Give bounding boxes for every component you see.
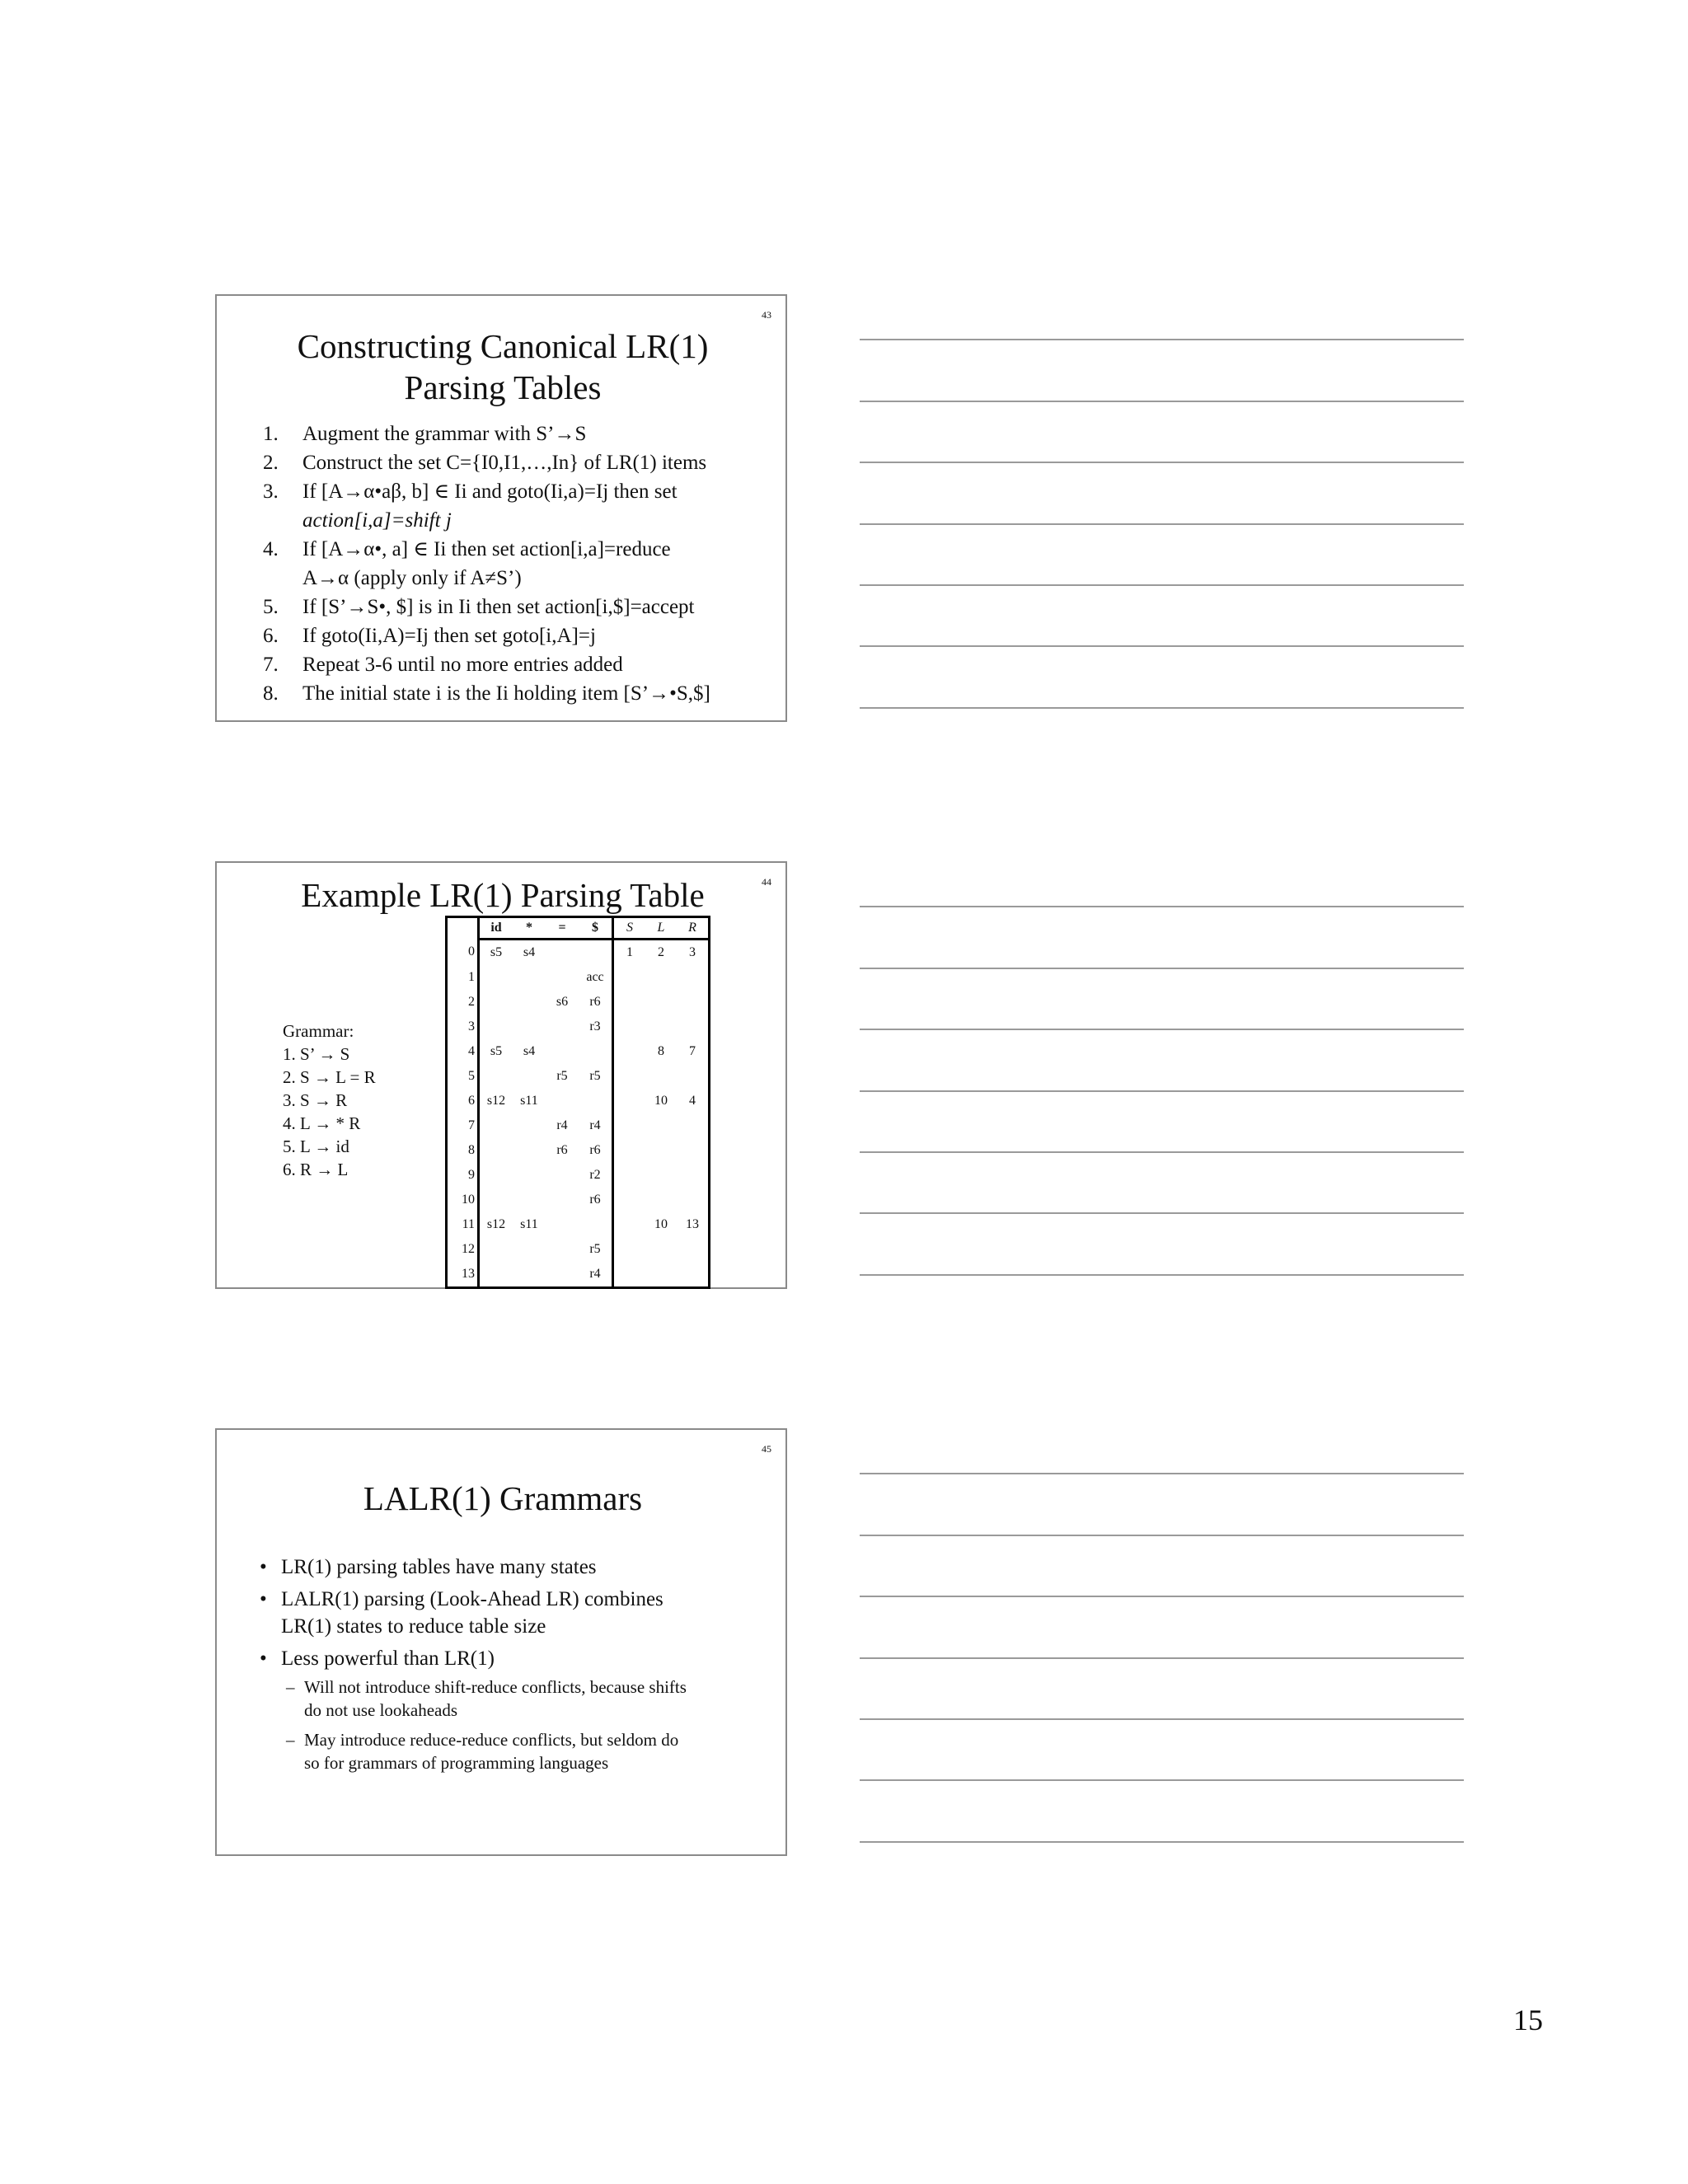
slide-number: 43 (762, 309, 771, 321)
note-line (860, 1151, 1464, 1153)
action-cell (479, 1237, 513, 1262)
table-body (447, 940, 710, 1288)
state-header (447, 917, 479, 940)
action-cell (546, 940, 579, 966)
state-cell: 4 (447, 1039, 479, 1064)
table-row (447, 940, 710, 966)
column-header: S (613, 917, 646, 940)
goto-cell: 4 (677, 1089, 710, 1113)
table-header-row (447, 917, 710, 940)
state-cell: 10 (447, 1188, 479, 1212)
action-cell: r6 (579, 1188, 613, 1212)
column-header: L (645, 917, 677, 940)
goto-cell: 3 (677, 940, 710, 966)
action-cell (479, 1064, 513, 1089)
action-cell (546, 1039, 579, 1064)
goto-cell (677, 1138, 710, 1163)
bullet-list (260, 1554, 762, 1781)
goto-cell (613, 1138, 646, 1163)
note-line (860, 339, 1464, 340)
action-cell: s11 (520, 1217, 538, 1231)
goto-cell (677, 1113, 710, 1138)
table-row (447, 1138, 710, 1163)
goto-cell (613, 1064, 646, 1089)
action-cell (479, 1188, 513, 1212)
list-item: • Less powerful than LR(1) – Will not introduce shift-reduce conflicts, because shifts do not use lookaheads – May introduce reduce-reduce conflicts, but seldom do so for grammars of programming languages (260, 1645, 762, 1774)
action-cell: r6 (579, 990, 613, 1015)
action-cell (513, 1113, 546, 1138)
list-item: 7. Repeat 3-6 until no more entries added (263, 654, 623, 676)
state-cell: 11 (447, 1212, 479, 1237)
steps-list (263, 419, 774, 708)
grammar-rule: 6. R → L (283, 1160, 349, 1179)
goto-cell (677, 1237, 710, 1262)
goto-cell (613, 1015, 646, 1039)
action-cell: r2 (579, 1163, 613, 1188)
goto-cell: 8 (658, 1044, 664, 1058)
note-line (860, 707, 1464, 709)
list-item: 8. The initial state i is the Ii holding item [S’→•S,$] (263, 682, 710, 705)
action-cell (579, 1089, 613, 1113)
goto-cell (613, 1188, 646, 1212)
note-line (860, 968, 1464, 969)
goto-cell (613, 1039, 646, 1064)
table-row (447, 1015, 710, 1039)
action-cell: r4 (556, 1118, 568, 1132)
goto-cell: 1 (626, 945, 633, 959)
goto-cell (677, 1064, 710, 1089)
table-row (447, 1262, 710, 1288)
goto-cell (677, 1262, 710, 1288)
action-cell (513, 990, 546, 1015)
action-cell: s12 (486, 1217, 506, 1231)
goto-cell (613, 1237, 646, 1262)
note-line (860, 462, 1464, 463)
grammar-rule: 1. S’ → S (283, 1044, 350, 1064)
goto-cell (645, 1015, 677, 1039)
goto-cell (613, 1113, 646, 1138)
goto-cell (645, 1163, 677, 1188)
action-cell: r5 (556, 1069, 568, 1083)
goto-cell (677, 1188, 710, 1212)
action-cell (513, 1064, 546, 1089)
state-cell: 2 (447, 990, 479, 1015)
grammar-rule: 4. L → * R (283, 1113, 361, 1133)
table-row (447, 1237, 710, 1262)
list-item: 2. Construct the set C={I0,I1,…,In} of LR(1) items (263, 452, 707, 474)
action-cell (513, 1138, 546, 1163)
page-number: 15 (1513, 2004, 1543, 2036)
goto-cell (645, 1064, 677, 1089)
action-cell (546, 1212, 579, 1237)
table-row (447, 1064, 710, 1089)
goto-cell: 2 (658, 945, 664, 959)
note-line (860, 1535, 1464, 1536)
state-cell: 8 (447, 1138, 479, 1163)
slide-44 (215, 861, 787, 1289)
column-header: = (546, 917, 579, 940)
state-cell: 3 (447, 1015, 479, 1039)
goto-cell (613, 965, 646, 990)
state-cell: 13 (447, 1262, 479, 1288)
note-line (860, 906, 1464, 907)
grammar-heading: Grammar: (283, 1021, 354, 1041)
action-cell (479, 965, 513, 990)
goto-cell (645, 965, 677, 990)
action-cell (479, 1113, 513, 1138)
state-cell: 5 (447, 1064, 479, 1089)
action-cell (479, 1015, 513, 1039)
column-header: * (513, 917, 546, 940)
state-cell: 6 (447, 1089, 479, 1113)
note-line (860, 1090, 1464, 1092)
action-cell (546, 1237, 579, 1262)
table-row (447, 1089, 710, 1113)
grammar-rule: 3. S → R (283, 1090, 348, 1110)
goto-cell (645, 1237, 677, 1262)
goto-cell: 10 (654, 1217, 668, 1231)
slide-43 (215, 294, 787, 722)
action-cell: r5 (579, 1064, 613, 1089)
action-cell (546, 1089, 579, 1113)
action-cell (513, 1237, 546, 1262)
goto-cell: 13 (677, 1212, 710, 1237)
note-line (860, 1029, 1464, 1030)
action-cell (513, 1163, 546, 1188)
action-cell (479, 1262, 513, 1288)
note-line (860, 645, 1464, 647)
list-item: • LALR(1) parsing (Look-Ahead LR) combines LR(1) states to reduce table size (260, 1588, 663, 1638)
action-cell (579, 1039, 613, 1064)
action-cell: r3 (579, 1015, 613, 1039)
action-cell (546, 1188, 579, 1212)
goto-cell (677, 965, 710, 990)
note-line (860, 1657, 1464, 1659)
goto-cell (645, 1188, 677, 1212)
slide-title: Constructing Canonical LR(1) Parsing Tables (297, 327, 709, 406)
action-cell (546, 965, 579, 990)
slide-title: Example LR(1) Parsing Table (301, 876, 705, 914)
goto-cell (645, 1113, 677, 1138)
table-row (447, 1039, 710, 1064)
list-item: • LR(1) parsing tables have many states (260, 1556, 597, 1578)
action-cell: s11 (520, 1094, 538, 1108)
note-line (860, 401, 1464, 402)
list-item: 6. If goto(Ii,A)=Ij then set goto[i,A]=j (263, 625, 596, 647)
goto-cell (677, 1015, 710, 1039)
state-cell: 1 (447, 965, 479, 990)
goto-cell (645, 1138, 677, 1163)
state-cell: 9 (447, 1163, 479, 1188)
action-cell (479, 990, 513, 1015)
action-cell: r4 (579, 1262, 613, 1288)
parsing-table (445, 916, 710, 1289)
action-cell: s12 (486, 1094, 506, 1108)
action-cell: r6 (556, 1143, 568, 1157)
table-row (447, 1188, 710, 1212)
note-line (860, 1274, 1464, 1276)
table-row (447, 1163, 710, 1188)
goto-cell (677, 990, 710, 1015)
action-cell (579, 1212, 613, 1237)
note-line (860, 1718, 1464, 1720)
action-cell (479, 1138, 513, 1163)
action-cell: r5 (579, 1237, 613, 1262)
action-cell (579, 940, 613, 966)
goto-cell (613, 1212, 646, 1237)
sub-bullet-list (286, 1675, 762, 1774)
goto-cell (645, 990, 677, 1015)
grammar-rule: 2. S → L = R (283, 1067, 376, 1087)
action-cell: s5 (490, 945, 503, 959)
slide-title: LALR(1) Grammars (363, 1479, 643, 1517)
column-header: id (479, 917, 513, 940)
slide-number: 45 (762, 1443, 771, 1455)
goto-cell (677, 1163, 710, 1188)
action-cell (513, 1188, 546, 1212)
grammar-rule: 5. L → id (283, 1137, 349, 1156)
list-item: 5. If [S’→S•, $] is in Ii then set action[i,$]=accept (263, 596, 695, 618)
state-cell: 12 (447, 1237, 479, 1262)
grammar-block (283, 1019, 376, 1181)
state-cell: 7 (447, 1113, 479, 1138)
table-row (447, 1113, 710, 1138)
action-cell: r4 (579, 1113, 613, 1138)
action-cell: s6 (556, 995, 569, 1009)
action-cell (513, 1015, 546, 1039)
goto-cell (613, 990, 646, 1015)
action-cell: s4 (523, 1044, 536, 1058)
goto-cell: 10 (654, 1094, 668, 1108)
goto-cell: 7 (677, 1039, 710, 1064)
sub-list-item: – Will not introduce shift-reduce conflicts, because shifts do not use lookaheads (286, 1677, 687, 1720)
action-cell (546, 1015, 579, 1039)
table-row (447, 990, 710, 1015)
action-cell: r6 (579, 1138, 613, 1163)
table-row (447, 965, 710, 990)
action-cell (546, 1163, 579, 1188)
goto-cell (613, 1089, 646, 1113)
note-line (860, 584, 1464, 586)
goto-cell (613, 1163, 646, 1188)
note-line (860, 523, 1464, 525)
action-cell: s4 (523, 945, 536, 959)
list-item: 3. If [A→α•aβ, b] ∈ Ii and goto(Ii,a)=Ij then set action[i,a]=shift j (263, 480, 678, 532)
sub-list-item: – May introduce reduce-reduce conflicts, but seldom do so for grammars of programming languages (286, 1730, 679, 1773)
goto-cell (613, 1262, 646, 1288)
action-cell (479, 1163, 513, 1188)
action-cell: acc (579, 965, 613, 990)
column-header: $ (579, 917, 613, 940)
note-line (860, 1473, 1464, 1474)
table-row (447, 1212, 710, 1237)
action-cell (513, 1262, 546, 1288)
goto-cell (645, 1262, 677, 1288)
list-item: 4. If [A→α•, a] ∈ Ii then set action[i,a]=reduce A→α (apply only if A≠S’) (263, 538, 671, 589)
slide-number: 44 (762, 876, 771, 888)
action-cell: s5 (490, 1044, 503, 1058)
slide-45 (215, 1428, 787, 1856)
note-line (860, 1212, 1464, 1214)
list-item: 1. Augment the grammar with S’→S (263, 423, 587, 445)
action-cell (513, 965, 546, 990)
action-cell (546, 1262, 579, 1288)
column-header: R (677, 917, 710, 940)
note-line (860, 1596, 1464, 1597)
note-line (860, 1779, 1464, 1781)
state-cell: 0 (447, 940, 479, 966)
note-line (860, 1841, 1464, 1843)
